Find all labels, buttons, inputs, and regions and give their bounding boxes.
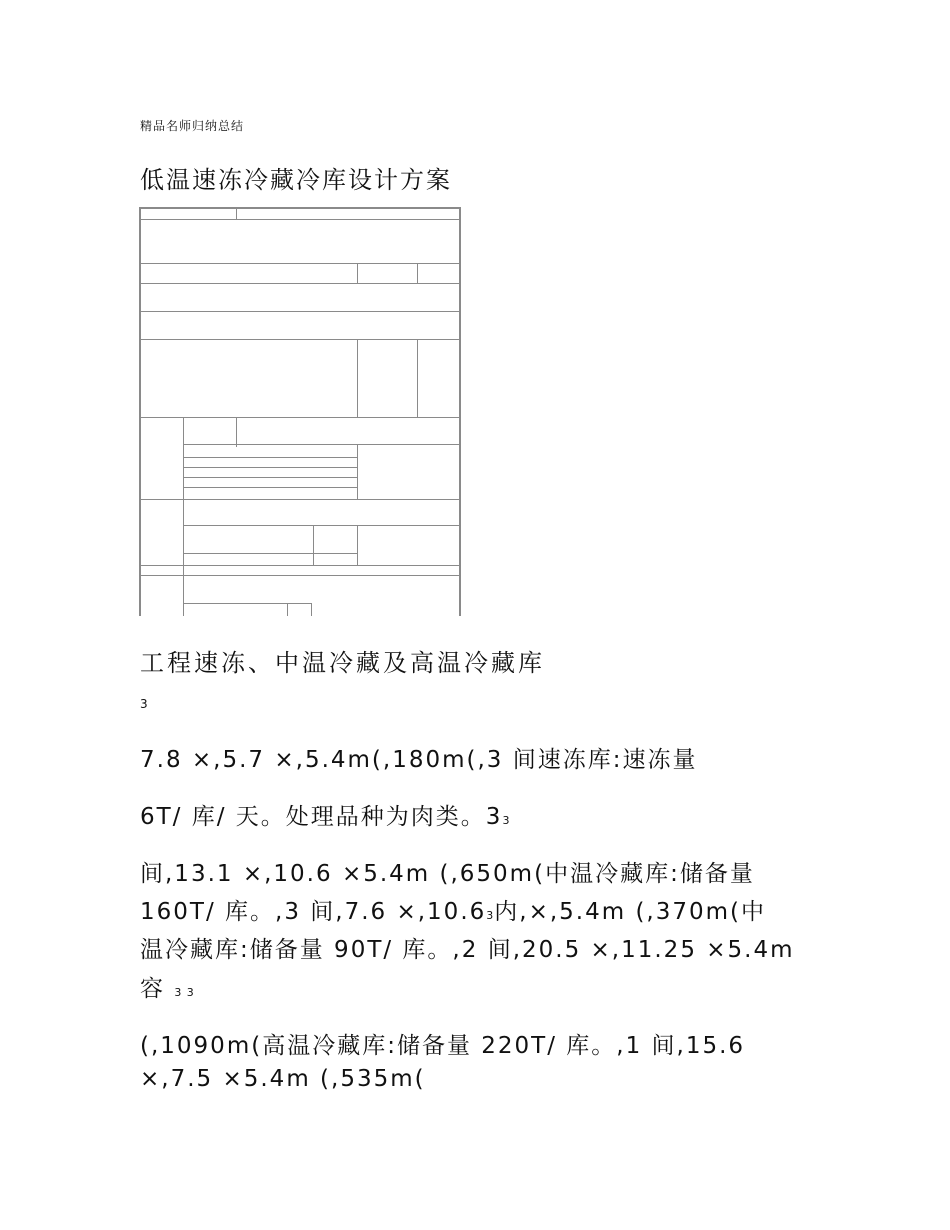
table-rule: [357, 444, 358, 499]
table-border-left: [139, 207, 141, 616]
body-line-6-text: 容: [140, 976, 165, 1002]
table-rule: [183, 525, 461, 526]
table-border-top: [139, 207, 461, 209]
table-rule: [313, 525, 314, 565]
table-figure: [139, 207, 461, 616]
table-rule: [417, 339, 418, 417]
table-rule: [139, 311, 461, 312]
body-line-4-sub: 3: [486, 909, 495, 922]
page-title: 低温速冻冷藏冷库设计方案: [140, 166, 452, 194]
table-rule: [357, 263, 358, 283]
table-rule: [183, 444, 461, 445]
body-line-2-sub: 3: [502, 814, 511, 827]
body-line-1: 7.8 ×,5.7 ×,5.4m(,180m(,3 间速冻库:速冻量: [140, 747, 698, 773]
table-rule: [183, 477, 357, 478]
superscript-note: 3: [140, 697, 148, 711]
body-line-4: [140, 893, 766, 926]
table-rule: [287, 603, 288, 616]
body-line-8: ×,7.5 ×5.4m (,535m(: [140, 1066, 426, 1092]
table-rule: [139, 575, 461, 576]
body-line-5: 温冷藏库:储备量 90T/ 库。,2 间,20.5 ×,11.25 ×5.4m: [140, 937, 795, 963]
table-border-right: [459, 207, 461, 616]
table-rule: [236, 207, 237, 219]
table-rule: [357, 339, 358, 417]
header-note: 精品名师归纳总结: [140, 119, 245, 133]
table-rule: [311, 603, 312, 616]
table-rule: [236, 417, 237, 447]
section-title: 工程速冻、中温冷藏及高温冷藏库: [140, 649, 545, 677]
body-line-2-text: 6T/ 库/ 天。处理品种为肉类。3: [140, 804, 503, 830]
body-line-6: [140, 970, 195, 1003]
body-line-6-sub: 3 3: [174, 986, 195, 999]
table-rule: [183, 417, 184, 616]
table-rule: [139, 417, 461, 418]
body-line-4-text-b: 内,×,5.4m (,370m(中: [494, 899, 767, 925]
table-rule: [139, 499, 461, 500]
table-rule: [183, 553, 357, 554]
table-rule: [139, 565, 461, 566]
table-rule: [139, 263, 461, 264]
table-rule: [183, 603, 311, 604]
table-rule: [417, 263, 418, 283]
body-line-4-text-a: 160T/ 库。,3 间,7.6 ×,10.6: [140, 899, 487, 925]
table-rule: [183, 457, 357, 458]
body-line-3: 间,13.1 ×,10.6 ×5.4m (,650m(中温冷藏库:储备量: [140, 861, 755, 887]
table-rule: [357, 525, 358, 565]
table-rule: [183, 487, 357, 488]
table-rule: [139, 339, 461, 340]
body-line-2: [140, 798, 510, 831]
table-rule: [139, 219, 461, 220]
table-rule: [139, 283, 461, 284]
table-rule: [183, 467, 357, 468]
body-line-7: (,1090m(高温冷藏库:储备量 220T/ 库。,1 间,15.6: [140, 1033, 746, 1059]
